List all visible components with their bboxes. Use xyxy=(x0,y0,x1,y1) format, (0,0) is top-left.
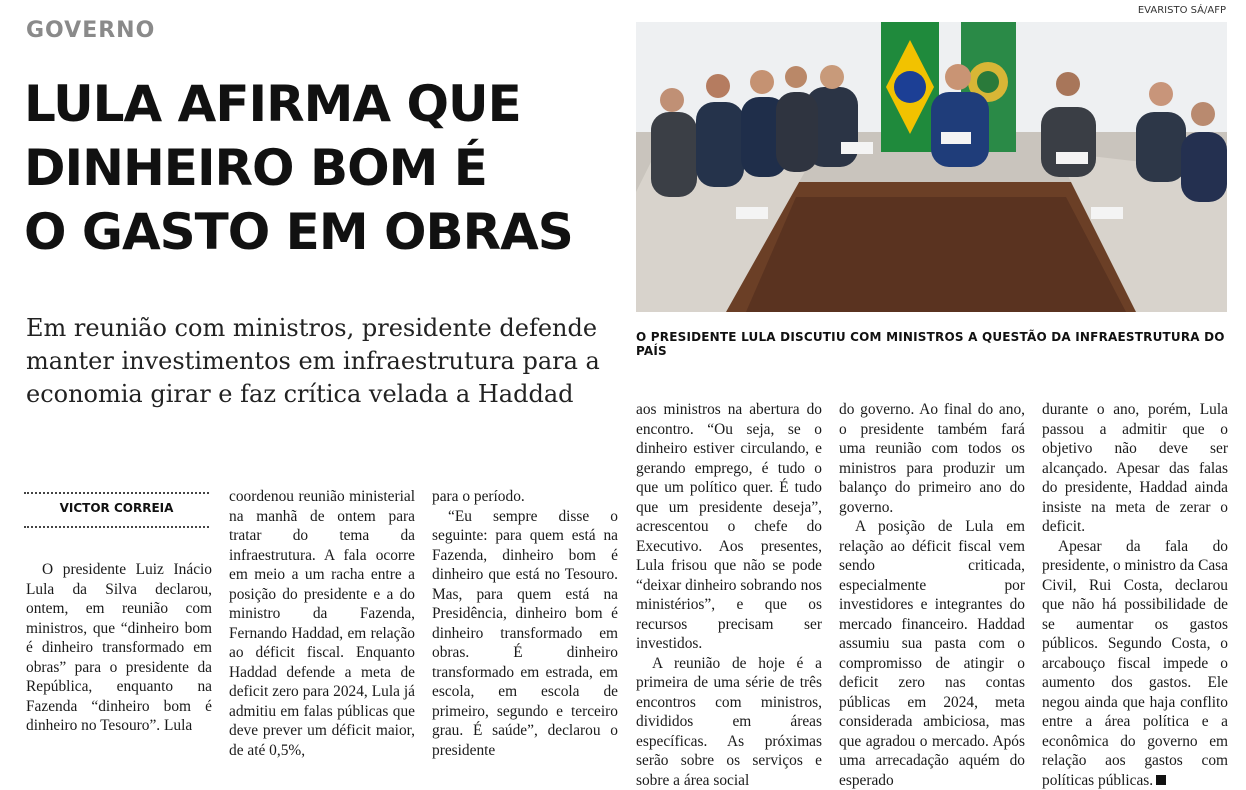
article-column-1 xyxy=(26,560,212,736)
paragraph: A reunião de hoje é a primeira de uma série de três encontros com ministros, divididos em áreas específicas. As próximas serão sobre os serviços e sobre a área social xyxy=(636,654,822,790)
paragraph: para o período. xyxy=(432,487,618,507)
end-of-article-mark xyxy=(1156,775,1166,785)
article-column-3 xyxy=(432,487,618,760)
paragraph: do governo. Ao final do ano, o presidente também fará uma reunião com todos os ministros para produzir um balanço do primeiro ano do governo. xyxy=(839,400,1025,517)
byline-box xyxy=(24,492,209,528)
headline xyxy=(24,72,624,264)
last-paragraph-text: Apesar da fala do presidente, o ministro da Casa Civil, Rui Costa, declarou que não há possibilidade de se aumentar os gastos públicos. Segundo Costa, o arcabouço fiscal impede o aumento dos gastos. Ele negou ainda que haja conflito entre a área política e a econômica do governo em relação aos gastos com políticas públicas. xyxy=(1042,538,1228,789)
headline-line: O GASTO EM OBRAS xyxy=(24,200,624,264)
paragraph: coordenou reunião ministerial na manhã de ontem para tratar do tema da infraestrutura. A fala ocorre em meio a um racha entre a posição do presidente e a do ministro da Fazenda, Fernando Haddad, em relação ao déficit fiscal. Enquanto Haddad defende a meta de deficit zero para 2024, Lula já admitiu em falas públicas que deve prever um déficit maior, de até 0,5%, xyxy=(229,487,415,760)
article-column-2 xyxy=(229,487,415,760)
paragraph: O presidente Luiz Inácio Lula da Silva declarou, ontem, em reunião com ministros, que “dinheiro bom é dinheiro transformado em obras” para o presidente da República, enquanto na Fazenda “dinheiro bom é dinheiro no Tesouro”. Lula xyxy=(26,560,212,736)
meeting-photo-illustration xyxy=(636,22,1227,312)
headline-line: LULA AFIRMA QUE xyxy=(24,72,624,136)
paragraph: “Eu sempre disse o seguinte: para quem está na Fazenda, dinheiro bom é dinheiro que está no Tesouro. Mas, para quem está na Presidência, dinheiro bom é dinheiro transformado em obras. É dinheiro transformado em estrada, em escola, em escola de primeiro, segundo e terceiro grau. É saúde”, declarou o presidente xyxy=(432,507,618,761)
article-column-4 xyxy=(636,400,822,790)
photo-caption: O PRESIDENTE LULA DISCUTIU COM MINISTROS A QUESTÃO DA INFRAESTRUTURA DO PAÍS xyxy=(636,330,1236,358)
section-label: GOVERNO xyxy=(26,18,155,43)
article-column-6 xyxy=(1042,400,1228,790)
subheadline: Em reunião com ministros, presidente defende manter investimentos em infraestrutura para a economia girar e faz crítica velada a Haddad xyxy=(26,312,616,411)
paragraph: durante o ano, porém, Lula passou a admitir que o objetivo não deve ser alcançado. Apesar das falas do presidente, Haddad ainda insiste na meta de zerar o deficit. xyxy=(1042,400,1228,537)
photo-credit: EVARISTO SÁ/AFP xyxy=(1138,5,1226,16)
headline-line: DINHEIRO BOM É xyxy=(24,136,624,200)
paragraph xyxy=(1042,537,1228,790)
paragraph: A posição de Lula em relação ao déficit fiscal vem sendo criticada, especialmente por investidores e integrantes do mercado financeiro. Haddad assumiu sua pasta com o compromisso de atingir o deficit zero nas contas públicas em 2024, meta considerada ambiciosa, mas que agradou o mercado. Após uma arrecadação aquém do esperado xyxy=(839,517,1025,790)
byline: VICTOR CORREIA xyxy=(24,501,209,515)
paragraph: aos ministros na abertura do encontro. “Ou seja, se o dinheiro estiver circulando, e gerando emprego, é tudo o que um político quer. É tudo que um presidente deseja”, acrescentou o chefe do Executivo. Aos presentes, Lula frisou que não se pode “deixar dinheiro sobrando nos ministérios”, e que os recursos precisam ser investidos. xyxy=(636,400,822,654)
news-photo xyxy=(636,22,1227,312)
article-column-5 xyxy=(839,400,1025,790)
